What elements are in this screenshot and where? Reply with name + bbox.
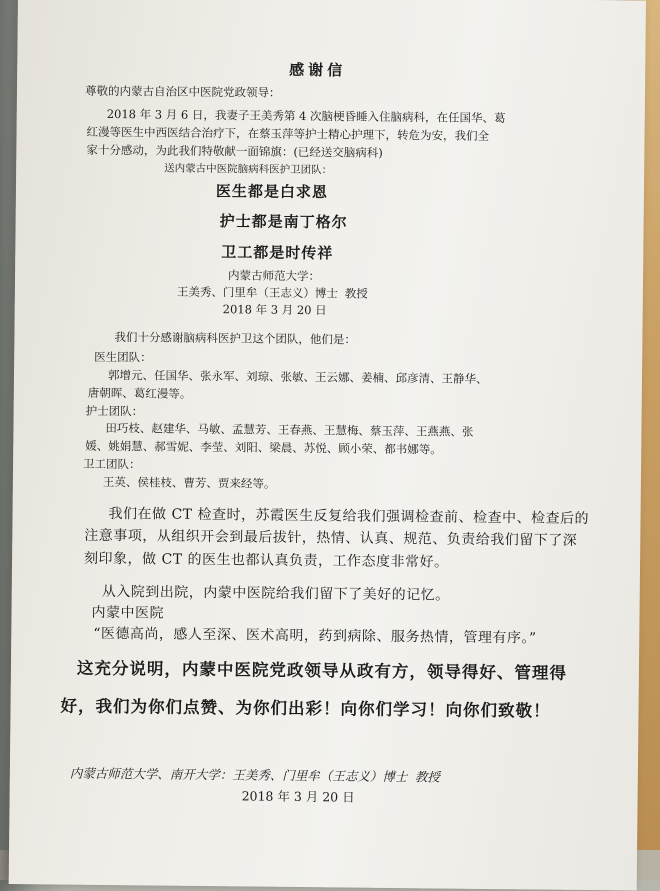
ct-para-line2: 注意事项，从组织开会到最后拔针，热情、认真、规范、负责给我们留下了深 <box>84 527 578 549</box>
letter-sheet <box>9 0 646 891</box>
banner-recipient: 送内蒙古中医院脑病科医护卫团队： <box>164 162 333 177</box>
team-intro: 我们十分感谢脑病科医护卫这个团队，他们是： <box>114 330 356 347</box>
closing-line2: 好，我们为你们点赞、为你们出彩！向你们学习！向你们致敬！ <box>60 696 551 721</box>
salutation: 尊敬的内蒙古自治区中医院党政领导： <box>84 83 281 100</box>
final-date: 2018 年 3 月 20 日 <box>241 788 355 805</box>
nurse-names-line2: 媛、姚娟慧、郝雪妮、李莹、刘阳、梁晨、苏悦、顾小荣、都书娜等。 <box>85 438 442 457</box>
final-signature: 内蒙古师范大学、南开大学：王美秀、门里牟（王志义）博士 教授 <box>69 765 440 785</box>
para1-line2: 红漫等医生中西医结合治疗下，在蔡玉萍等护士精心护理下，转危为安，我们全 <box>86 124 490 143</box>
slogan-doctors: 医生都是白求恩 <box>215 182 329 202</box>
ct-para-line1: 我们在做 CT 检查时，苏霞医生反复给我们强调检查前、检查中、检查后的 <box>108 505 590 528</box>
memory-line: 从入院到出院，内蒙中医院给我们留下了美好的记忆。 <box>101 583 450 604</box>
hospital-name: 内蒙中医院 <box>91 604 165 622</box>
para1-line3: 家十分感动，为此我们特敬献一面锦旗：(已经送交脑病科) <box>86 142 383 160</box>
doctor-names-line1: 郭增元、任国华、张永军、刘琼、张敏、王云娜、姜楠、邱彦清、王静华、 <box>107 367 488 386</box>
ct-para-line3: 刻印象，做 CT 的医生也都认真负责，工作态度非常好。 <box>84 550 449 571</box>
signature-names: 王美秀、门里牟（王志义）博士 教授 <box>176 284 368 301</box>
closing-line1: 这充分说明，内蒙中医院党政领导从政有方，领导得好、管理得 <box>76 658 568 683</box>
worker-names: 王英、侯桂枝、曹芳、贾来经等。 <box>102 474 276 491</box>
worker-team-label: 卫工团队： <box>83 456 141 472</box>
slogan-nurses: 护士都是南丁格尔 <box>219 212 348 232</box>
hospital-quote: “医德高尚，感人至深、医术高明，药到病除、服务热情，管理有序。” <box>93 625 537 647</box>
doctor-names-line2: 唐朝晖、葛红漫等。 <box>87 385 192 401</box>
signature-date: 2018 年 3 月 20 日 <box>222 302 327 318</box>
nurse-team-label: 护士团队： <box>85 403 144 419</box>
slogan-workers: 卫工都是时传祥 <box>221 243 334 263</box>
para1-line1: 2018 年 3 月 6 日，我妻子王美秀第 4 次脑梗昏睡入住脑病科，在任国华、葛 <box>106 106 506 126</box>
doctor-team-label: 医生团队： <box>94 349 152 365</box>
signature-org: 内蒙古师范大学： <box>227 268 321 284</box>
letter-title: 感谢信 <box>289 60 347 80</box>
nurse-names-line1: 田巧枝、赵建华、马敏、孟慧芳、王春燕、王慧梅、蔡玉萍、王燕燕、张 <box>105 420 474 439</box>
